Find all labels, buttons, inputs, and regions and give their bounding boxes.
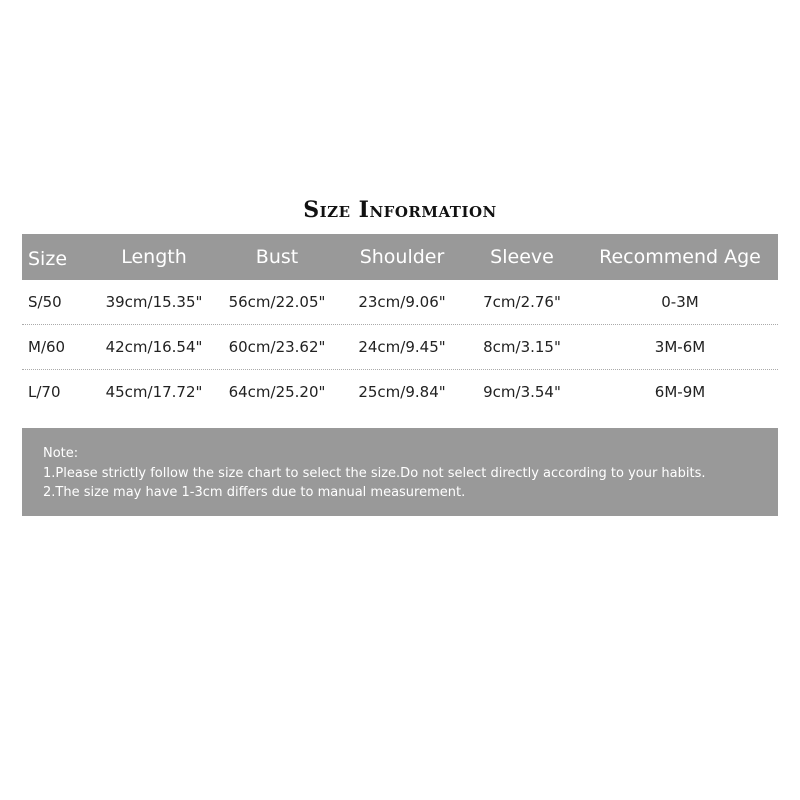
cell-recommend-age: 6M-9M xyxy=(654,383,706,401)
cell-shoulder: 25cm/9.84" xyxy=(358,383,446,401)
cell-sleeve: 8cm/3.15" xyxy=(483,338,561,356)
header-shoulder: Shoulder xyxy=(359,246,445,268)
header-recommend-age: Recommend Age xyxy=(599,246,761,268)
cell-length: 39cm/15.35" xyxy=(105,293,203,311)
note-box xyxy=(22,428,778,516)
cell-bust: 64cm/25.20" xyxy=(228,383,326,401)
table-row xyxy=(22,370,778,414)
cell-shoulder: 23cm/9.06" xyxy=(358,293,446,311)
cell-recommend-age: 3M-6M xyxy=(654,338,706,356)
cell-sleeve: 7cm/2.76" xyxy=(483,293,561,311)
header-bust: Bust xyxy=(255,246,299,268)
table-row xyxy=(22,280,778,325)
note-line: 2.The size may have 1-3cm differs due to manual measurement. xyxy=(43,485,466,500)
cell-length: 42cm/16.54" xyxy=(105,338,203,356)
cell-bust: 56cm/22.05" xyxy=(228,293,326,311)
cell-size: S/50 xyxy=(28,293,62,311)
table-header xyxy=(22,234,778,280)
cell-size: M/60 xyxy=(28,338,66,356)
table-row xyxy=(22,325,778,370)
page-title: Size Information xyxy=(303,197,497,223)
cell-size: L/70 xyxy=(28,383,61,401)
note-heading: Note: xyxy=(43,446,79,461)
header-length: Length xyxy=(121,246,187,268)
note-line: 1.Please strictly follow the size chart to select the size.Do not select directly according to your habits. xyxy=(43,465,706,481)
header-size: Size xyxy=(28,248,68,270)
size-table xyxy=(22,234,778,414)
cell-length: 45cm/17.72" xyxy=(105,383,203,401)
cell-recommend-age: 0-3M xyxy=(661,293,699,311)
cell-shoulder: 24cm/9.45" xyxy=(358,338,446,356)
header-sleeve: Sleeve xyxy=(490,246,554,268)
cell-sleeve: 9cm/3.54" xyxy=(483,383,561,401)
cell-bust: 60cm/23.62" xyxy=(228,338,326,356)
